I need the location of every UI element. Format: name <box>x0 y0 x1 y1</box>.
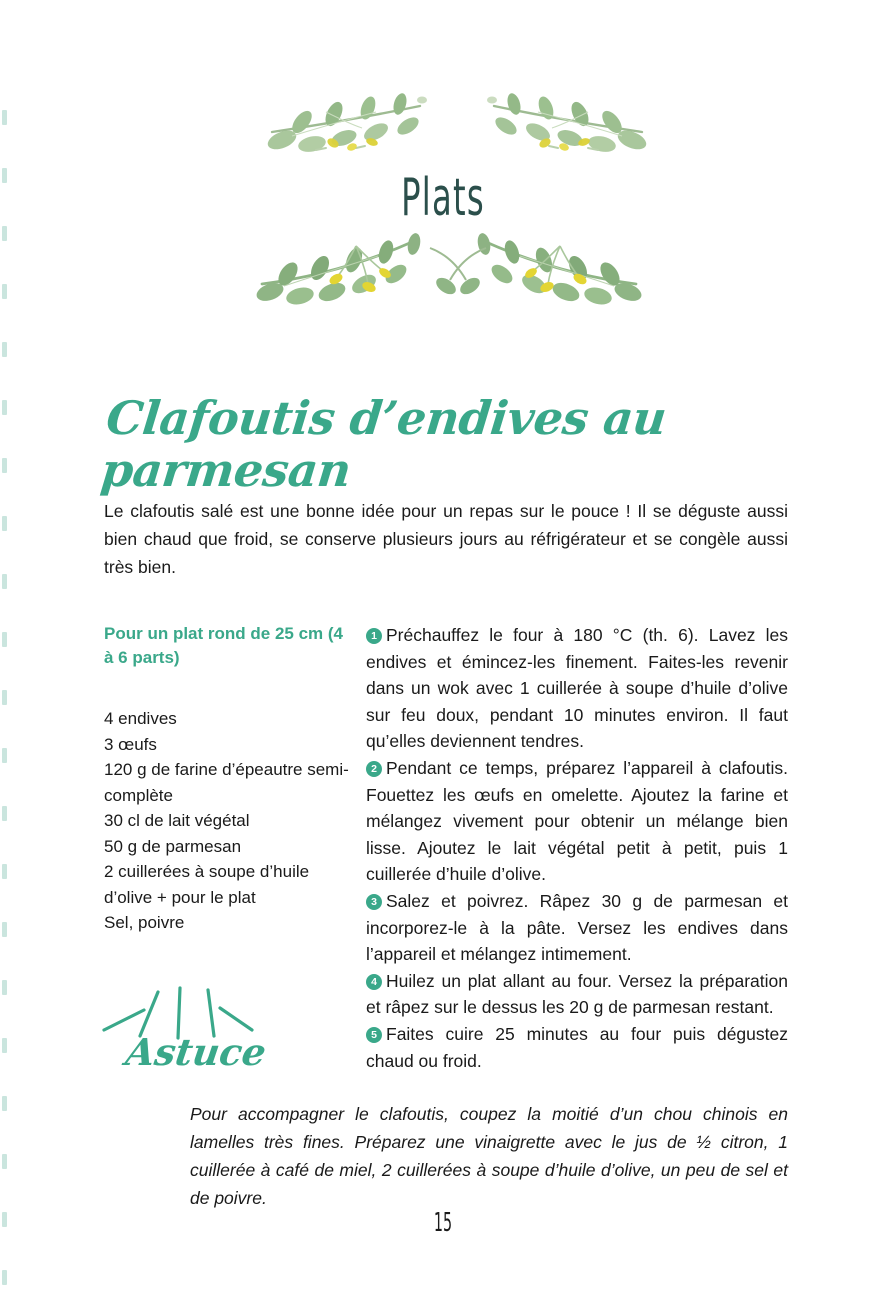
steps-list <box>366 622 788 1074</box>
step-text: Pendant ce temps, préparez l’appareil à clafoutis. Fouettez les œufs en omelette. Ajoutez la farine et mélangez vivement pour obtenir un mélange bien lisse. Ajoutez le lait végétal petit à petit, puis 1 cuillerée d’huile d’olive. <box>366 757 788 885</box>
ingredient-item: 50 g de parmesan <box>104 836 242 856</box>
binding-tick <box>2 1096 7 1111</box>
binding-tick <box>2 980 7 995</box>
step-number-badge: 1 <box>366 628 382 644</box>
binding-tick <box>2 864 7 879</box>
astuce-label: Astuce <box>123 1030 269 1074</box>
binding-tick <box>2 342 7 357</box>
binding-tick <box>2 516 7 531</box>
ingredient-item: Sel, poivre <box>104 913 185 932</box>
binding-tick <box>2 458 7 473</box>
binding-tick <box>2 284 7 299</box>
step-number-badge: 4 <box>366 974 382 990</box>
binding-tick <box>2 1154 7 1169</box>
binding-tick <box>2 1038 7 1053</box>
binding-tick <box>2 1212 7 1227</box>
binding-tick <box>2 690 7 705</box>
binding-tick <box>2 574 7 589</box>
binding-tick <box>2 110 7 125</box>
step-number-badge: 2 <box>366 761 382 777</box>
step-text: Salez et poivrez. Râpez 30 g de parmesan et incorporez-le à la pâte. Versez les endives dans l’appareil et mélangez intimement. <box>366 890 788 965</box>
ingredient-item: 30 cl de lait végétal <box>104 811 250 830</box>
step-number-badge: 5 <box>366 1027 382 1043</box>
binding-tick <box>2 400 7 415</box>
recipe-step <box>366 755 788 888</box>
ingredients-panel <box>104 622 352 936</box>
ingredient-item: 2 cuillerées à soupe d’huile d’olive + pour le plat <box>104 862 310 907</box>
astuce-badge <box>96 986 296 1096</box>
tip-text: Pour accompagner le clafoutis, coupez la moitié d’un chou chinois en lamelles très fines. Préparez une vinaigrette avec le jus de ½ citron, 1 cuillerée à café de miel, 2 cuillerées à soupe d’huile d’olive, un peu de sel et de poivre. <box>190 1104 788 1208</box>
binding-tick <box>2 226 7 241</box>
recipe-step <box>366 888 788 968</box>
step-number-badge: 3 <box>366 894 382 910</box>
section-title: Plats <box>401 168 485 228</box>
page-number: 15 <box>433 1208 453 1238</box>
ingredients-list <box>104 706 352 936</box>
recipe-step <box>366 968 788 1021</box>
binding-tick <box>2 168 7 183</box>
recipe-title: Clafoutis d’endives au parmesan <box>98 391 669 497</box>
ingredient-item: 4 endives <box>104 709 177 728</box>
binding-tick <box>2 1270 7 1285</box>
ingredients-heading: Pour un plat rond de 25 cm (4 à 6 parts) <box>104 624 343 667</box>
ingredient-item: 3 œufs <box>104 734 157 754</box>
recipe-step <box>366 622 788 755</box>
binding-tick <box>2 806 7 821</box>
ingredient-item: 120 g de farine d’épeautre semi-complète <box>104 760 349 805</box>
binding-tick <box>2 632 7 647</box>
recipe-intro: Le clafoutis salé est une bonne idée pour un repas sur le pouce ! Il se déguste aussi bien chaud que froid, se conserve plusieurs jours au réfrigérateur et se congèle aussi très bien. <box>104 501 788 577</box>
step-text: Huilez un plat allant au four. Versez la préparation et râpez sur le dessus les 20 g de parmesan restant. <box>366 970 788 1018</box>
spiral-binding-marks <box>0 0 14 1300</box>
step-text: Préchauffez le four à 180 °C (th. 6). Lavez les endives et émincez-les finement. Faites-les revenir dans un wok avec 1 cuillerée à soupe d’huile d’olive sur feu doux, pendant 10 minutes environ. Il faut qu’elles deviennent tendres. <box>366 625 788 752</box>
step-text: Faites cuire 25 minutes au four puis dégustez chaud ou froid. <box>366 1023 788 1071</box>
binding-tick <box>2 922 7 937</box>
recipe-step <box>366 1021 788 1074</box>
binding-tick <box>2 748 7 763</box>
